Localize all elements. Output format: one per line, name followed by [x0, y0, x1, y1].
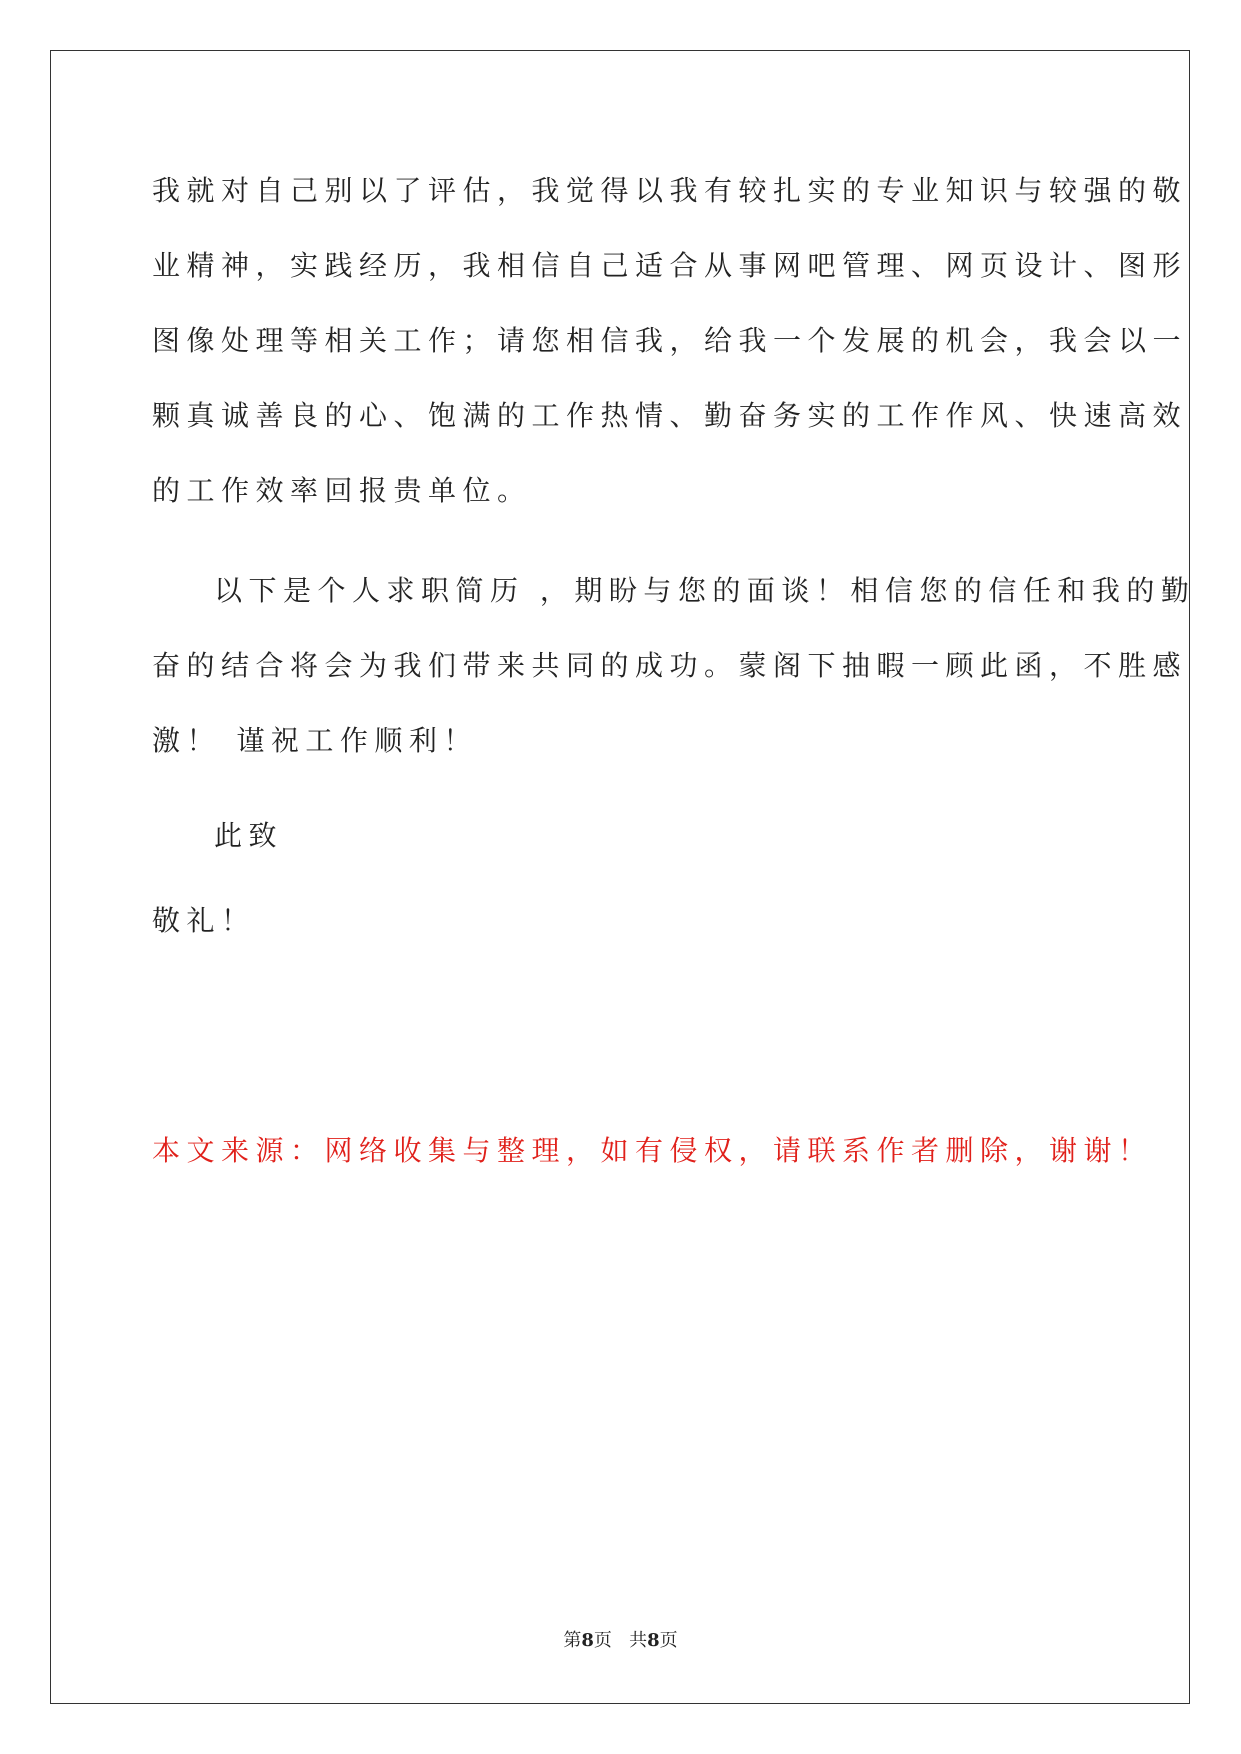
source-note: 本文来源：网络收集与整理，如有侵权，请联系作者删除，谢谢！	[152, 1134, 1153, 1167]
paragraph-1-line-1: 我就对自己别以了评估，我觉得以我有较扎实的专业知识与较强的敬	[152, 174, 1188, 207]
footer-total-unit: 页	[659, 1630, 678, 1651]
paragraph-1-line-4: 颗真诚善良的心、饱满的工作热情、勤奋务实的工作作风、快速高效	[152, 399, 1188, 432]
paragraph-2-line-3: 激！ 谨祝工作顺利！	[152, 724, 478, 757]
footer-total-prefix: 共	[629, 1630, 648, 1651]
paragraph-1-line-5: 的工作效率回报贵单位。	[152, 474, 532, 507]
page-footer	[0, 1626, 1241, 1652]
footer-page-prefix: 第	[563, 1630, 582, 1651]
footer-total-number: 8	[647, 1630, 660, 1651]
footer-page-unit: 页	[593, 1630, 612, 1651]
page-border	[50, 50, 1190, 1704]
paragraph-2-line-1: 以下是个人求职简历 ，期盼与您的面谈！相信您的信任和我的勤	[214, 574, 1196, 607]
paragraph-2-line-2: 奋的结合将会为我们带来共同的成功。蒙阁下抽暇一顾此函，不胜感	[152, 649, 1188, 682]
paragraph-1-line-2: 业精神，实践经历，我相信自己适合从事网吧管理、网页设计、图形	[152, 249, 1188, 282]
closing-regards: 敬礼！	[152, 904, 256, 937]
footer-page-number: 8	[581, 1630, 594, 1651]
paragraph-1-line-3: 图像处理等相关工作；请您相信我，给我一个发展的机会，我会以一	[152, 324, 1188, 357]
closing-salutation: 此致	[214, 819, 284, 852]
